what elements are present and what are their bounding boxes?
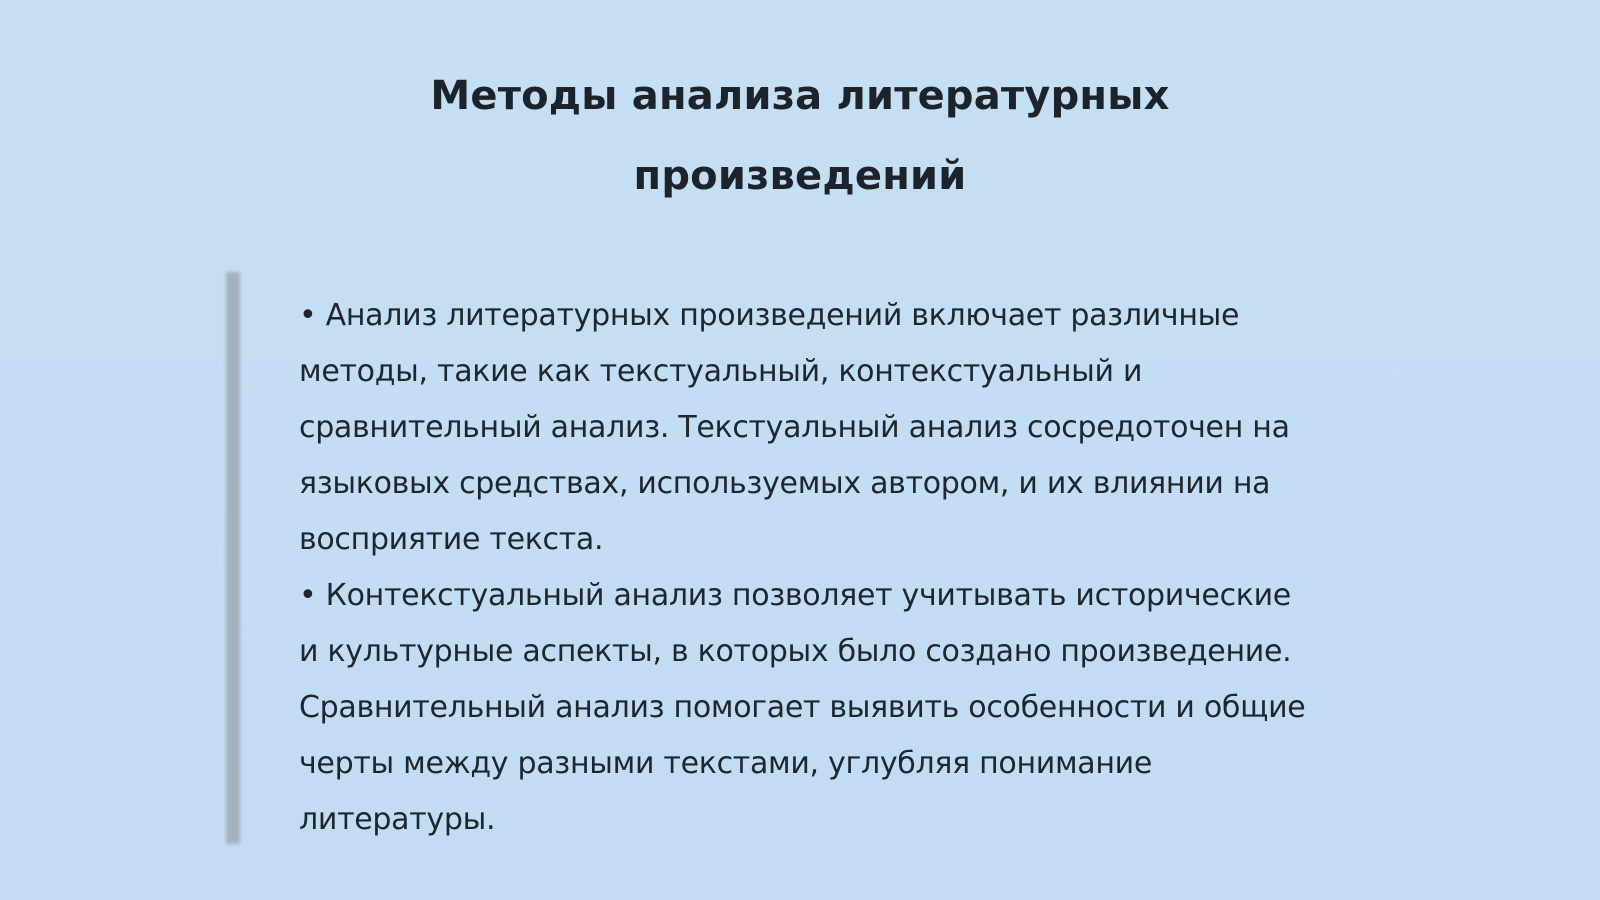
accent-bar: [226, 272, 240, 844]
slide-title: Методы анализа литературных произведений: [430, 73, 1170, 199]
body-text: [299, 288, 1319, 848]
content-block: [226, 272, 1316, 844]
bullet-paragraph-2: • Контекстуальный анализ позволяет учитывать исторические и культурные аспекты, в которых было создано произведение. Сравнительный анализ помогает выявить особенности и общие черты между разными текстами, углубляя понимание литературы.: [299, 578, 1306, 837]
bullet-paragraph-1: • Анализ литературных произведений включает различные методы, такие как текстуальный, контекстуальный и сравнительный анализ. Текстуальный анализ сосредоточен на языковых средствах, используемых автором, и их влиянии на восприятие текста.: [299, 298, 1290, 557]
